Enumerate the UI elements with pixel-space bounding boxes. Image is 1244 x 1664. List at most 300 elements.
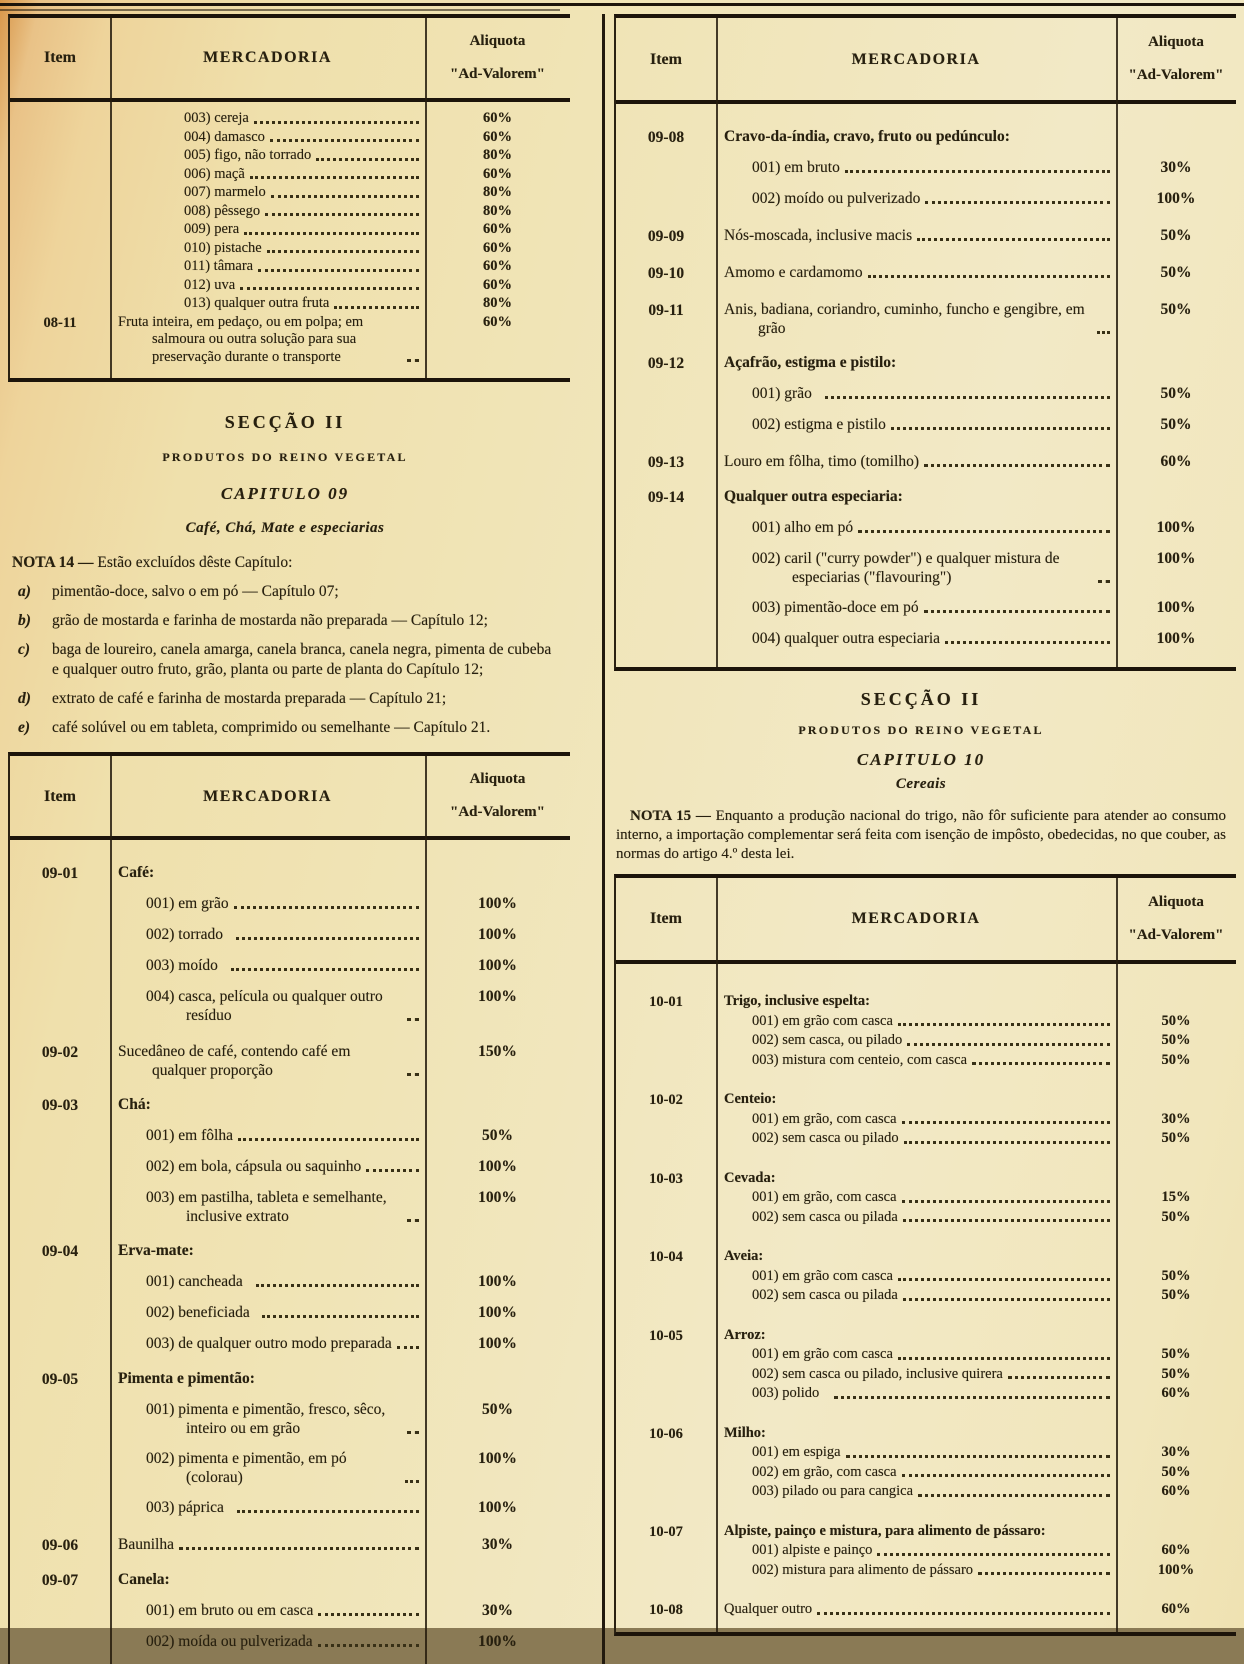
- table-row: [616, 415, 1236, 435]
- item-code: [10, 258, 110, 259]
- item-code: [10, 203, 110, 204]
- item-code: [10, 1272, 110, 1273]
- table-row: [10, 147, 570, 166]
- item-description: Louro em fôlha, timo (tomilho): [724, 453, 920, 470]
- table-row: [616, 452, 1236, 472]
- rate-value: 50%: [1160, 264, 1192, 281]
- header-mercadoria: MERCADORIA: [851, 50, 981, 68]
- item-description-cell: [110, 221, 425, 239]
- item-code: 10-06: [649, 1425, 683, 1442]
- item-description-cell: [716, 300, 1116, 338]
- rate-value: 50%: [1161, 1130, 1191, 1146]
- table-row: [616, 487, 1236, 507]
- table-header: [10, 756, 570, 840]
- rate-value: 60%: [1161, 1385, 1191, 1401]
- item-code: [616, 1444, 716, 1445]
- rate-value: 100%: [478, 926, 517, 943]
- item-description-cell: [716, 353, 1116, 372]
- note-item-text: grão de mostarda e farinha de mostarda não preparada — Capítulo 12;: [52, 612, 488, 629]
- item-description-cell: [716, 629, 1116, 648]
- rate-value: 50%: [482, 1127, 513, 1144]
- item-description: 009) pera: [184, 221, 240, 237]
- header-aliquota-line1: Aliquota: [469, 33, 526, 49]
- item-description: 001) em grão: [146, 895, 229, 912]
- item-description-cell: [110, 1632, 425, 1651]
- item-description-cell: [110, 1601, 425, 1620]
- dot-leader: [902, 1200, 1110, 1203]
- item-code: [616, 1346, 716, 1347]
- item-description: 002) sem casca ou pilado: [752, 1130, 899, 1146]
- table-row: [616, 1601, 1236, 1620]
- item-description: 003) pilado ou para cangica: [752, 1483, 914, 1499]
- item-description: 002) sem casca ou pilada: [752, 1208, 898, 1225]
- dot-leader: [271, 195, 419, 198]
- dot-leader: [877, 1553, 1110, 1556]
- table-row: [10, 863, 570, 883]
- dot-leader: [397, 1346, 419, 1349]
- table-row: [616, 226, 1236, 246]
- table-row: [10, 1601, 570, 1621]
- header-aliquota: [1116, 26, 1236, 92]
- header-aliquota: [425, 25, 570, 91]
- dot-leader: [903, 1298, 1110, 1301]
- item-description: 002) em bola, cápsula ou saquinho: [146, 1158, 362, 1175]
- table-row: [616, 1562, 1236, 1581]
- table-row: [10, 1334, 570, 1354]
- dot-leader: [407, 1219, 419, 1222]
- rate-value: 50%: [1161, 1463, 1191, 1480]
- item-description: 001) pimenta e pimentão, fresco, sêco, inteiro ou em grão: [146, 1401, 386, 1437]
- item-description: 001) cancheada: [146, 1273, 243, 1290]
- item-code: 09-12: [647, 355, 685, 372]
- dot-leader: [903, 1219, 1110, 1222]
- item-code: [616, 1013, 716, 1014]
- rate-value: [1116, 1170, 1236, 1171]
- section-title: SECÇÃO II: [860, 689, 982, 709]
- item-description: 001) alho em pó: [752, 519, 854, 536]
- item-code: [10, 1157, 110, 1158]
- item-code: 10-05: [649, 1327, 683, 1344]
- note-item-text: extrato de café e farinha de mostarda preparada — Capítulo 21;: [52, 690, 447, 707]
- dot-leader: [925, 201, 1110, 204]
- item-description-cell: [716, 1444, 1116, 1462]
- table-body: [10, 840, 570, 1664]
- table-row: [616, 1464, 1236, 1483]
- section-heading-block-left: [8, 382, 568, 752]
- dot-leader: [898, 1023, 1110, 1026]
- table-row: [616, 1130, 1236, 1149]
- table-row: [616, 1268, 1236, 1287]
- table-row: [616, 1425, 1236, 1444]
- item-description: 003) em pastilha, tableta e semelhante, inclusive extrato: [146, 1189, 387, 1225]
- dot-leader: [238, 1138, 419, 1141]
- item-description: 003) polido: [752, 1385, 820, 1401]
- rate-value: 60%: [483, 221, 512, 237]
- item-description-cell: [110, 863, 425, 882]
- rate-value: 60%: [483, 110, 512, 126]
- header-aliquota: [425, 763, 570, 829]
- note-item-label: b): [18, 612, 31, 629]
- rate-value: 100%: [478, 895, 517, 912]
- item-description-cell: [110, 1498, 425, 1517]
- dot-leader: [817, 1612, 1110, 1615]
- table-row: [10, 1570, 570, 1590]
- item-description: Açafrão, estigma e pistilo:: [724, 354, 897, 371]
- table-row: [616, 1444, 1236, 1463]
- note-item-text: café solúvel ou em tableta, comprimido ou semelhante — Capítulo 21.: [52, 719, 491, 736]
- item-description: Pimenta e pimentão:: [118, 1370, 255, 1387]
- right-column: [602, 14, 1238, 1664]
- item-description-cell: [110, 1369, 425, 1388]
- table-row: [10, 1042, 570, 1080]
- rate-value: 80%: [483, 202, 512, 219]
- note-paragraph: [616, 807, 1226, 864]
- table-body: [616, 104, 1236, 661]
- item-description-cell: [110, 1449, 425, 1487]
- rate-value: 60%: [483, 239, 512, 256]
- table-row: [10, 1303, 570, 1323]
- item-code: [616, 1464, 716, 1465]
- item-description: 003) páprica: [146, 1499, 224, 1516]
- note-item-label: a): [18, 583, 31, 600]
- table-row: [616, 1385, 1236, 1404]
- item-code: 09-03: [41, 1097, 79, 1114]
- rate-value: [425, 1241, 570, 1242]
- table-row: [10, 129, 570, 148]
- item-description: Cevada:: [724, 1169, 776, 1186]
- item-description: 002) sem casca ou pilado, inclusive quirera: [752, 1365, 1003, 1382]
- table-row: [616, 189, 1236, 209]
- table-row: [10, 1449, 570, 1487]
- item-description-cell: [110, 1241, 425, 1260]
- table-row: [616, 1542, 1236, 1561]
- item-description-cell: [716, 1542, 1116, 1560]
- table-row: [10, 1241, 570, 1261]
- rate-value: 100%: [1156, 519, 1196, 536]
- dot-leader: [244, 232, 419, 235]
- item-code: [616, 1542, 716, 1543]
- dot-leader: [407, 1018, 419, 1021]
- rate-value: 30%: [1161, 1444, 1191, 1460]
- dot-leader: [407, 1073, 419, 1076]
- item-code: [616, 549, 716, 550]
- rate-value: 30%: [482, 1536, 513, 1553]
- item-code: [10, 894, 110, 895]
- rate-value: 30%: [482, 1602, 513, 1619]
- table-row: [10, 110, 570, 129]
- item-description: Nós-moscada, inclusive macis: [724, 227, 913, 244]
- item-code: 09-13: [647, 454, 685, 471]
- table-row: [10, 1188, 570, 1226]
- chapter-title: CAPITULO 09: [220, 484, 350, 503]
- dot-leader: [318, 1613, 419, 1616]
- item-description: 002) sem casca ou pilada: [752, 1287, 898, 1303]
- header-mercadoria: MERCADORIA: [851, 910, 981, 928]
- table-row: [10, 240, 570, 259]
- item-description: 001) alpiste e painço: [752, 1542, 873, 1558]
- header-item: Item: [650, 50, 682, 68]
- rate-value: 50%: [1160, 227, 1192, 244]
- item-description: Amomo e cardamomo: [724, 264, 863, 281]
- item-description-cell: [110, 894, 425, 913]
- note-item-text: baga de loureiro, canela amarga, canela branca, canela negra, pimenta de cubeba e qualquer outro fruto, grão, planta ou parte de planta do Capítulo 12;: [52, 641, 552, 678]
- item-description-cell: [716, 1523, 1116, 1541]
- dot-leader: [904, 1141, 1110, 1144]
- item-code: [616, 1562, 716, 1563]
- item-description: Trigo, inclusive espelta:: [724, 993, 870, 1009]
- header-item: Item: [44, 49, 76, 67]
- item-code: 09-06: [41, 1537, 79, 1554]
- item-code: 09-01: [41, 865, 79, 882]
- table-row: [616, 1346, 1236, 1365]
- item-description-cell: [716, 1601, 1116, 1619]
- dot-leader: [868, 275, 1110, 278]
- header-aliquota-line1: Aliquota: [1148, 34, 1204, 50]
- item-code: [616, 1032, 716, 1033]
- rate-value: 60%: [1161, 1483, 1191, 1499]
- item-description: 002) caril ("curry powder") e qualquer mistura de especiarias ("flavouring"): [752, 550, 1060, 586]
- item-description-cell: [716, 1425, 1116, 1443]
- section-title: SECÇÃO II: [224, 412, 346, 432]
- note-item-label: d): [18, 690, 31, 707]
- item-description-cell: [110, 1188, 425, 1226]
- item-description-cell: [716, 598, 1116, 617]
- note-item: [12, 582, 558, 602]
- table-row: [616, 1052, 1236, 1071]
- section-subtitle: PRODUTOS DO REINO VEGETAL: [162, 450, 408, 464]
- item-description-cell: [110, 295, 425, 313]
- item-code: 09-07: [41, 1572, 79, 1589]
- dot-leader: [846, 1455, 1110, 1458]
- rate-value: 50%: [1161, 1032, 1191, 1048]
- rate-value: 100%: [478, 957, 517, 974]
- dot-leader: [924, 610, 1110, 613]
- note-label: NOTA 14 —: [12, 554, 94, 571]
- table-row: [10, 314, 570, 367]
- item-code: [616, 1287, 716, 1288]
- item-description: 003) pimentão-doce em pó: [752, 599, 919, 616]
- header-aliquota-line2: "Ad-Valorem": [1128, 67, 1224, 83]
- item-code: [10, 184, 110, 185]
- dot-leader: [902, 1474, 1110, 1477]
- table-row: [616, 1032, 1236, 1051]
- rate-value: 60%: [483, 165, 512, 182]
- dot-leader: [834, 1396, 1110, 1399]
- item-description-cell: [716, 452, 1116, 471]
- item-description: 002) pimenta e pimentão, em pó (colorau): [146, 1450, 347, 1486]
- item-code: [616, 158, 716, 159]
- item-description: Erva-mate:: [118, 1242, 194, 1259]
- dot-leader: [907, 1043, 1110, 1046]
- item-description-cell: [716, 1385, 1116, 1403]
- dot-leader: [366, 1169, 419, 1172]
- rate-value: 50%: [1161, 1208, 1191, 1225]
- rate-value: 60%: [1160, 453, 1192, 470]
- table-row: [616, 518, 1236, 538]
- rate-value: 100%: [478, 1158, 517, 1175]
- tariff-table-chapter10: [614, 874, 1236, 1636]
- item-description: 011) tâmara: [184, 258, 254, 274]
- item-code: [10, 1334, 110, 1335]
- item-description-cell: [716, 1111, 1116, 1129]
- item-description: Fruta inteira, em pedaço, ou em polpa; em salmoura ou outra solução para sua preservação durante o transporte: [118, 313, 364, 365]
- note-item-label: c): [18, 641, 31, 658]
- table-row: [10, 184, 570, 203]
- table-row: [10, 1498, 570, 1518]
- item-code: 08-11: [43, 314, 77, 331]
- item-description-cell: [110, 1303, 425, 1322]
- dot-leader: [316, 158, 419, 161]
- item-description: 003) mistura com centeio, com casca: [752, 1051, 968, 1068]
- rate-value: 60%: [483, 128, 512, 145]
- item-description-cell: [110, 1157, 425, 1176]
- item-code: [616, 1385, 716, 1386]
- header-mercadoria: MERCADORIA: [203, 787, 332, 805]
- rate-value: 50%: [1161, 1012, 1191, 1029]
- item-description-cell: [716, 1052, 1116, 1070]
- rate-value: [1116, 353, 1236, 354]
- rate-value: [1116, 127, 1236, 128]
- rate-value: 50%: [1161, 1365, 1191, 1382]
- chapter-subtitle: Cereais: [895, 776, 947, 792]
- note-items: [12, 582, 558, 738]
- item-description-cell: [716, 1189, 1116, 1207]
- dot-leader: [978, 1572, 1110, 1575]
- rate-value: 60%: [483, 258, 512, 274]
- table-row: [10, 166, 570, 185]
- table-row: [10, 1632, 570, 1652]
- item-code: [616, 1268, 716, 1269]
- table-row: [616, 300, 1236, 338]
- dot-leader: [256, 1284, 419, 1287]
- item-description: 001) em bruto ou em casca: [146, 1602, 314, 1619]
- dot-leader: [270, 139, 419, 142]
- item-description-cell: [716, 1209, 1116, 1227]
- dot-leader: [1098, 580, 1110, 583]
- item-description-cell: [716, 158, 1116, 177]
- rate-value: 50%: [1160, 301, 1192, 318]
- item-description-cell: [716, 549, 1116, 587]
- table-row: [10, 894, 570, 914]
- header-aliquota: [1116, 886, 1236, 952]
- item-description-cell: [716, 226, 1116, 245]
- item-description: 004) qualquer outra especiaria: [752, 630, 941, 647]
- item-code: 10-03: [649, 1170, 683, 1187]
- item-description: 001) em grão, com casca: [752, 1189, 897, 1205]
- table-row: [10, 987, 570, 1025]
- item-description: Chá:: [118, 1096, 151, 1113]
- table-row: [616, 1523, 1236, 1542]
- item-code: 09-02: [41, 1044, 79, 1061]
- dot-leader: [891, 427, 1110, 430]
- item-code: [10, 221, 110, 222]
- item-description-cell: [716, 518, 1116, 537]
- dot-leader: [262, 1315, 419, 1318]
- dot-leader: [917, 238, 1110, 241]
- item-code: [10, 1400, 110, 1401]
- item-description: 013) qualquer outra fruta: [184, 295, 330, 311]
- dot-leader: [240, 287, 419, 290]
- table-row: [10, 1126, 570, 1146]
- dot-leader: [407, 1431, 419, 1434]
- item-code: 10-04: [649, 1249, 683, 1265]
- rate-value: 100%: [478, 1189, 517, 1206]
- page-top-rule-secondary: [0, 9, 560, 11]
- item-description: Arroz:: [724, 1326, 766, 1343]
- item-description: 001) grão: [752, 385, 812, 402]
- item-description: 002) em grão, com casca: [752, 1463, 897, 1480]
- item-code: 09-08: [647, 129, 685, 146]
- item-code: [10, 1126, 110, 1127]
- table-row: [616, 1091, 1236, 1110]
- item-code: [616, 1111, 716, 1112]
- tariff-table-chapter08-continuation: [8, 14, 570, 382]
- item-code: [10, 129, 110, 130]
- item-description: 002) beneficiada: [146, 1304, 250, 1321]
- item-description: 002) mistura para alimento de pássaro: [752, 1561, 974, 1578]
- rate-value: [425, 863, 570, 864]
- rate-value: [1116, 1248, 1236, 1249]
- item-description-cell: [110, 1535, 425, 1554]
- item-description: Canela:: [118, 1571, 170, 1588]
- item-description: 001) em grão com casca: [752, 1012, 893, 1029]
- rate-value: 50%: [1161, 1051, 1191, 1068]
- dot-leader: [924, 464, 1110, 467]
- table-row: [10, 1157, 570, 1177]
- item-description: Qualquer outro: [724, 1601, 813, 1617]
- dot-leader: [918, 1494, 1110, 1497]
- tariff-table-chapter09-left: [8, 752, 570, 1664]
- item-description-cell: [716, 415, 1116, 434]
- rate-value: 100%: [478, 1633, 517, 1650]
- rate-value: 80%: [483, 295, 512, 311]
- item-description-cell: [110, 1570, 425, 1589]
- header-aliquota-line1: Aliquota: [1148, 894, 1204, 910]
- rate-value: [1116, 993, 1236, 994]
- table-row: [616, 1013, 1236, 1032]
- rate-value: 100%: [478, 1499, 517, 1516]
- rate-value: [1116, 1327, 1236, 1328]
- dot-leader: [254, 121, 419, 124]
- dot-leader: [234, 906, 419, 909]
- rate-value: [425, 1095, 570, 1096]
- item-code: [10, 1303, 110, 1304]
- item-code: [616, 629, 716, 630]
- rate-value: 100%: [478, 1450, 517, 1467]
- rate-value: 60%: [1161, 1542, 1191, 1558]
- dot-leader: [1097, 331, 1110, 334]
- table-row: [616, 993, 1236, 1012]
- item-description-cell: [110, 1095, 425, 1114]
- item-description-cell: [716, 1013, 1116, 1031]
- item-description: Cravo-da-índia, cravo, fruto ou pedúnculo:: [724, 128, 1010, 145]
- rate-value: [1116, 1091, 1236, 1092]
- dot-leader: [858, 530, 1110, 533]
- dot-leader: [265, 213, 419, 216]
- item-code: [10, 1632, 110, 1633]
- table-row: [616, 1170, 1236, 1189]
- item-description-cell: [110, 258, 425, 276]
- table-row: [10, 1400, 570, 1438]
- item-description-cell: [716, 384, 1116, 403]
- item-code: [10, 166, 110, 167]
- tariff-table-chapter09-right: [614, 14, 1236, 671]
- table-body: [10, 102, 570, 378]
- table-row: [616, 384, 1236, 404]
- item-description-cell: [110, 240, 425, 258]
- dot-leader: [179, 1547, 419, 1550]
- table-row: [616, 158, 1236, 178]
